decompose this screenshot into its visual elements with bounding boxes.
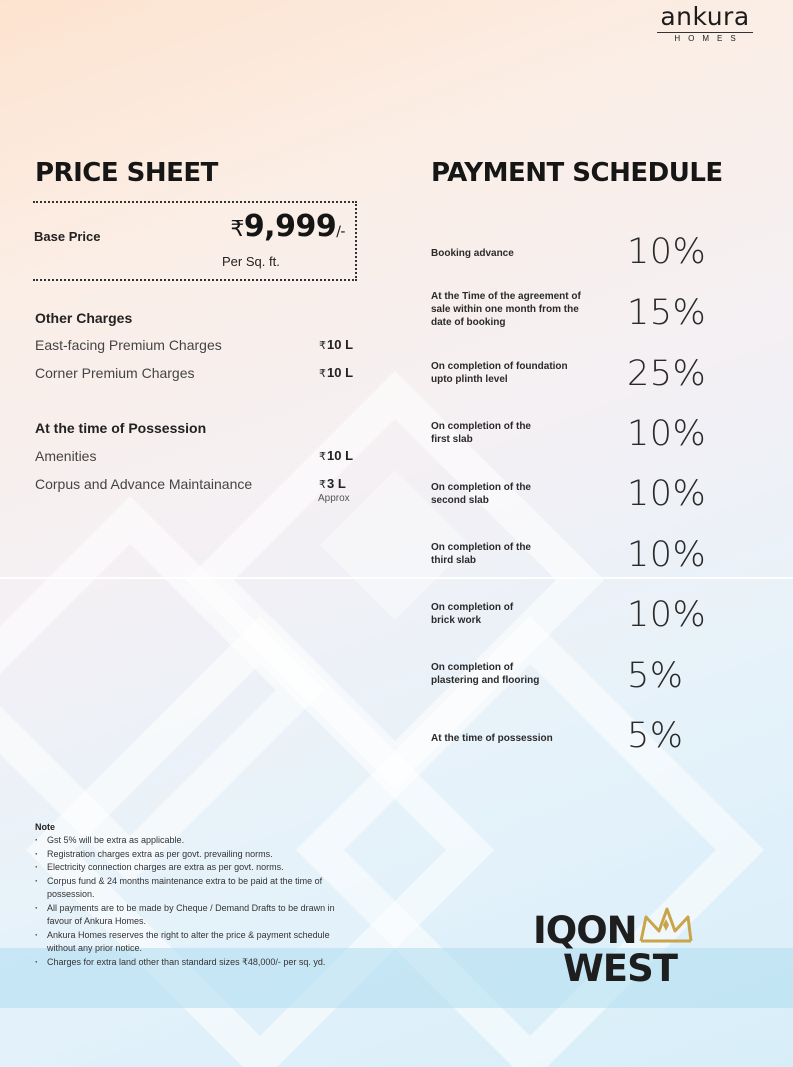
note-item: · All payments are to be made by Cheque / Demand Drafts to be drawn in favour of Ankura Homes. [35, 902, 335, 929]
note-item: · Charges for extra land other than standard sizes ₹48,000/- per sq. yd. [35, 956, 335, 970]
payment-percent: 10% [627, 535, 707, 575]
logo-tagline: HOMES [674, 34, 744, 43]
rupee-symbol: ₹ [319, 479, 326, 491]
charge-label: Corner Premium Charges [35, 365, 195, 381]
divider-band [0, 577, 793, 579]
charge-label: Amenities [35, 448, 97, 464]
brand-line1: IQON [533, 909, 637, 952]
payment-label: On completion of brick work [431, 602, 514, 626]
payment-percent: 10% [627, 232, 707, 272]
other-charges-heading: Other Charges [35, 310, 133, 326]
base-price-box [33, 201, 357, 281]
payment-percent: 10% [627, 474, 707, 514]
charge-label: Corpus and Advance Maintainance [35, 476, 253, 492]
charge-row [35, 448, 357, 468]
note-item: · Corpus fund & 24 months maintenance extra to be paid at the time of possession. [35, 875, 335, 902]
base-price-unit: Per Sq. ft. [222, 254, 280, 269]
payment-percent: 25% [627, 354, 707, 394]
payment-percent: 5% [627, 716, 684, 756]
logo-rule [657, 32, 753, 33]
payment-label: On completion of the second slab [431, 482, 531, 506]
charge-value [319, 476, 346, 491]
payment-percent: 5% [627, 656, 684, 696]
base-price-amount: 9,999 [243, 209, 337, 244]
notes-title: Note [35, 822, 55, 832]
payment-label: At the Time of the agreement of sale within one month from the date of booking [431, 291, 581, 328]
possession-heading: At the time of Possession [35, 420, 207, 436]
base-price-label: Base Price [34, 229, 101, 244]
price-sheet-title: PRICE SHEET [35, 158, 218, 188]
note-item: · Gst 5% will be extra as applicable. [35, 834, 335, 848]
charge-row [35, 476, 357, 504]
logo-wordmark: ankura [660, 2, 750, 31]
payment-schedule-title: PAYMENT SCHEDULE [431, 158, 723, 188]
base-price-suffix: /- [336, 224, 345, 240]
rupee-symbol: ₹ [319, 340, 326, 352]
payment-label: On completion of foundation upto plinth level [431, 361, 568, 385]
charge-note: Approx [318, 493, 350, 504]
payment-percent: 10% [627, 595, 707, 635]
charge-value [319, 448, 353, 463]
note-item: · Electricity connection charges are extra as per govt. norms. [35, 861, 335, 875]
base-price-value [230, 209, 345, 244]
payment-label: At the time of possession [431, 733, 553, 744]
charge-amount: 10 L [327, 448, 354, 463]
payment-label: On completion of the third slab [431, 542, 531, 566]
note-item: · Ankura Homes reserves the right to alter the price & payment schedule without any prior notice. [35, 929, 335, 956]
payment-percent: 10% [627, 414, 707, 454]
charge-row [35, 337, 357, 357]
brand-line2: WEST [563, 947, 677, 985]
payment-label: Booking advance [431, 248, 514, 259]
ankura-homes-logo [655, 2, 755, 43]
charge-amount: 10 L [327, 337, 354, 352]
crown-icon [641, 909, 691, 941]
notes-list [35, 834, 335, 969]
payment-label: On completion of the first slab [431, 421, 531, 445]
charge-value [319, 337, 353, 352]
notes-section [35, 822, 335, 969]
charge-row [35, 365, 357, 385]
payment-label: On completion of plastering and flooring [431, 662, 540, 686]
iqon-west-logo [533, 903, 693, 985]
charge-value [319, 365, 353, 380]
charge-amount: 10 L [327, 365, 354, 380]
note-item: · Registration charges extra as per govt. prevailing norms. [35, 848, 335, 862]
payment-percent: 15% [627, 293, 707, 333]
charge-amount: 3 L [327, 476, 346, 491]
rupee-symbol: ₹ [230, 217, 244, 242]
rupee-symbol: ₹ [319, 368, 326, 380]
rupee-symbol: ₹ [319, 451, 326, 463]
charge-label: East-facing Premium Charges [35, 337, 222, 353]
